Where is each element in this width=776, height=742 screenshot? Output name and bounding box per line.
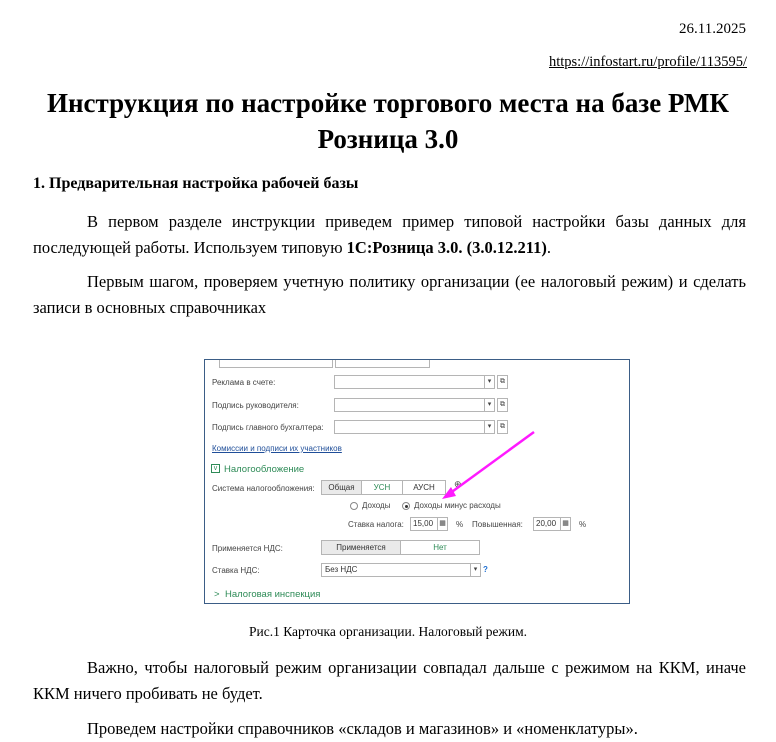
- rate-label: Ставка налога:: [348, 520, 404, 529]
- paragraph-directories: [33, 716, 746, 742]
- head-sign-label: Подпись руководителя:: [212, 401, 299, 410]
- document-title: [0, 85, 776, 157]
- rate-field[interactable]: 15,00: [410, 517, 439, 531]
- vat-option-applies[interactable]: Применяется: [321, 540, 401, 555]
- figure-caption: Рис.1 Карточка организации. Налоговый режим.: [248, 624, 528, 639]
- vat-applies-label: Применяется НДС:: [212, 544, 283, 553]
- chevron-down-icon[interactable]: ▾: [470, 563, 481, 577]
- vat-option-no[interactable]: Нет: [400, 540, 480, 555]
- increased-rate-field[interactable]: 20,00: [533, 517, 562, 531]
- vat-rate-field[interactable]: Без НДС: [321, 563, 481, 577]
- calculator-icon[interactable]: ▦: [437, 517, 448, 531]
- paragraph-intro: [33, 209, 746, 261]
- tax-option-general[interactable]: Общая: [321, 480, 362, 495]
- title-line-1: Инструкция по настройке торгового места на базе РМК: [47, 88, 729, 118]
- document-date: 26.11.2025: [679, 21, 746, 37]
- arrow-annotation: [205, 360, 629, 603]
- help-question-icon[interactable]: ?: [483, 565, 488, 574]
- profile-link[interactable]: https://infostart.ru/profile/113595/: [548, 54, 747, 70]
- calculator-icon[interactable]: ▦: [560, 517, 571, 531]
- open-icon[interactable]: ⧉: [497, 375, 508, 389]
- commission-link[interactable]: Комиссии и подписи их участников: [212, 444, 342, 453]
- paragraph-first-step-text: Первым шагом, проверяем учетную политику организации (ее налоговый режим) и сделать записи в основных справочниках: [33, 272, 746, 317]
- chief-accountant-label: Подпись главного бухгалтера:: [212, 423, 324, 432]
- tax-system-label: Система налогообложения:: [212, 484, 315, 493]
- product-version: 1С:Розница 3.0. (3.0.12.211): [346, 238, 547, 257]
- paragraph-intro-text: В первом разделе инструкции приведем пример типовой настройки базы данных для последующей работы. Используем типовую: [33, 212, 746, 257]
- chevron-down-icon[interactable]: ▾: [484, 420, 495, 434]
- paragraph-intro-end: .: [546, 238, 551, 257]
- tax-option-ausn[interactable]: АУСН: [402, 480, 446, 495]
- open-icon[interactable]: ⧉: [497, 420, 508, 434]
- paragraph-important-text: Важно, чтобы налоговый режим организации совпадал дальше с режимом на ККМ, иначе ККМ ничего пробивать не будет.: [33, 658, 746, 703]
- increased-rate-label: Повышенная:: [472, 520, 523, 529]
- expand-icon[interactable]: >: [214, 589, 220, 600]
- vat-rate-label: Ставка НДС:: [212, 566, 260, 575]
- ad-label: Реклама в счете:: [212, 378, 276, 387]
- tax-section-title[interactable]: Налогообложение: [224, 464, 305, 475]
- paragraph-first-step: [33, 269, 746, 321]
- section-heading: 1. Предварительная настройка рабочей базы: [33, 175, 359, 192]
- paragraph-directories-text: Проведем настройки справочников «складов и магазинов» и «номенклатуры».: [87, 719, 638, 738]
- organization-card-screenshot: [204, 359, 630, 604]
- help-icon[interactable]: ⊕: [454, 479, 462, 489]
- arrow-head: [442, 487, 456, 499]
- increased-rate-unit: %: [579, 520, 587, 529]
- radio-income-minus-label: Доходы минус расходы: [414, 501, 501, 510]
- tax-option-usn[interactable]: УСН: [361, 480, 403, 495]
- title-line-2: Розница 3.0: [317, 124, 459, 154]
- rate-unit: %: [456, 520, 464, 529]
- arrow-line: [449, 432, 534, 494]
- collapse-icon[interactable]: v: [211, 464, 220, 473]
- radio-income-label: Доходы: [362, 501, 391, 510]
- open-icon[interactable]: ⧉: [497, 398, 508, 412]
- chevron-down-icon[interactable]: ▾: [484, 375, 495, 389]
- tax-office-section-title[interactable]: Налоговая инспекция: [225, 589, 321, 600]
- chevron-down-icon[interactable]: ▾: [484, 398, 495, 412]
- paragraph-important: [33, 655, 746, 707]
